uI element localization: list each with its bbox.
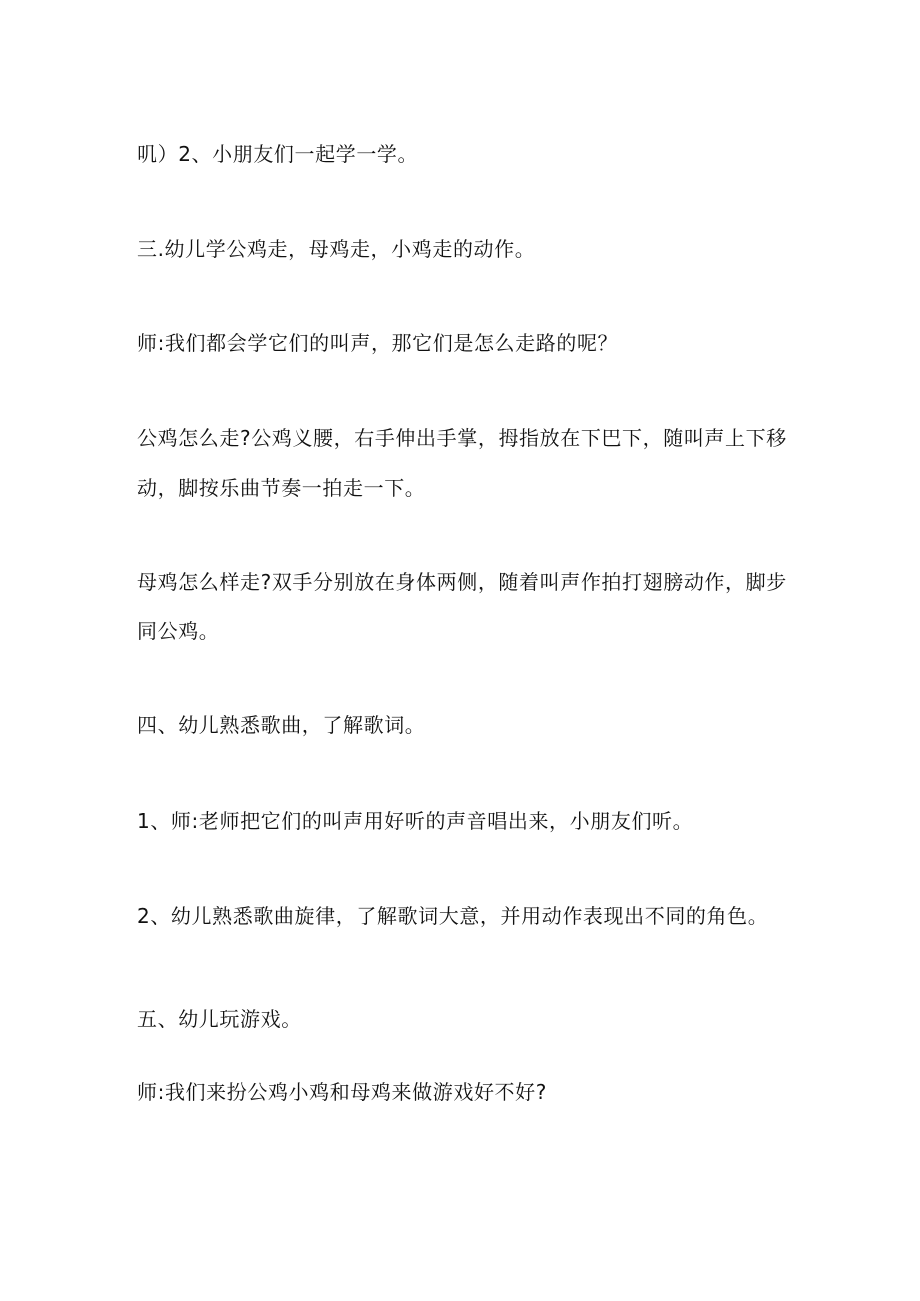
text-line: 2、幼儿熟悉歌曲旋律，了解歌词大意，并用动作表现出不同的角色。 bbox=[137, 904, 769, 928]
text-line: 同公鸡。 bbox=[137, 619, 220, 643]
text-line: 师:我们来扮公鸡小鸡和母鸡来做游戏好不好? bbox=[137, 1080, 547, 1104]
section-heading: 三.幼儿学公鸡走，母鸡走，小鸡走的动作。 bbox=[137, 237, 536, 261]
section-heading: 五、幼儿玩游戏。 bbox=[137, 1007, 302, 1031]
text-line: 公鸡怎么走?公鸡义腰，右手伸出手掌，拇指放在下巴下，随叫声上下移 bbox=[137, 426, 787, 450]
text-line: 师:我们都会学它们的叫声，那它们是怎么走路的呢？ bbox=[137, 331, 619, 355]
text-line: 1、师:老师把它们的叫声用好听的声音唱出来，小朋友们听。 bbox=[137, 809, 694, 833]
text-line: 动，脚按乐曲节奏一拍走一下。 bbox=[137, 476, 426, 500]
text-line: 母鸡怎么样走?双手分别放在身体两侧，随着叫声作拍打翅膀动作，脚步 bbox=[137, 570, 787, 594]
section-heading: 四、幼儿熟悉歌曲，了解歌词。 bbox=[137, 713, 426, 737]
text-line: 叽）2、小朋友们一起学一学。 bbox=[137, 142, 419, 166]
